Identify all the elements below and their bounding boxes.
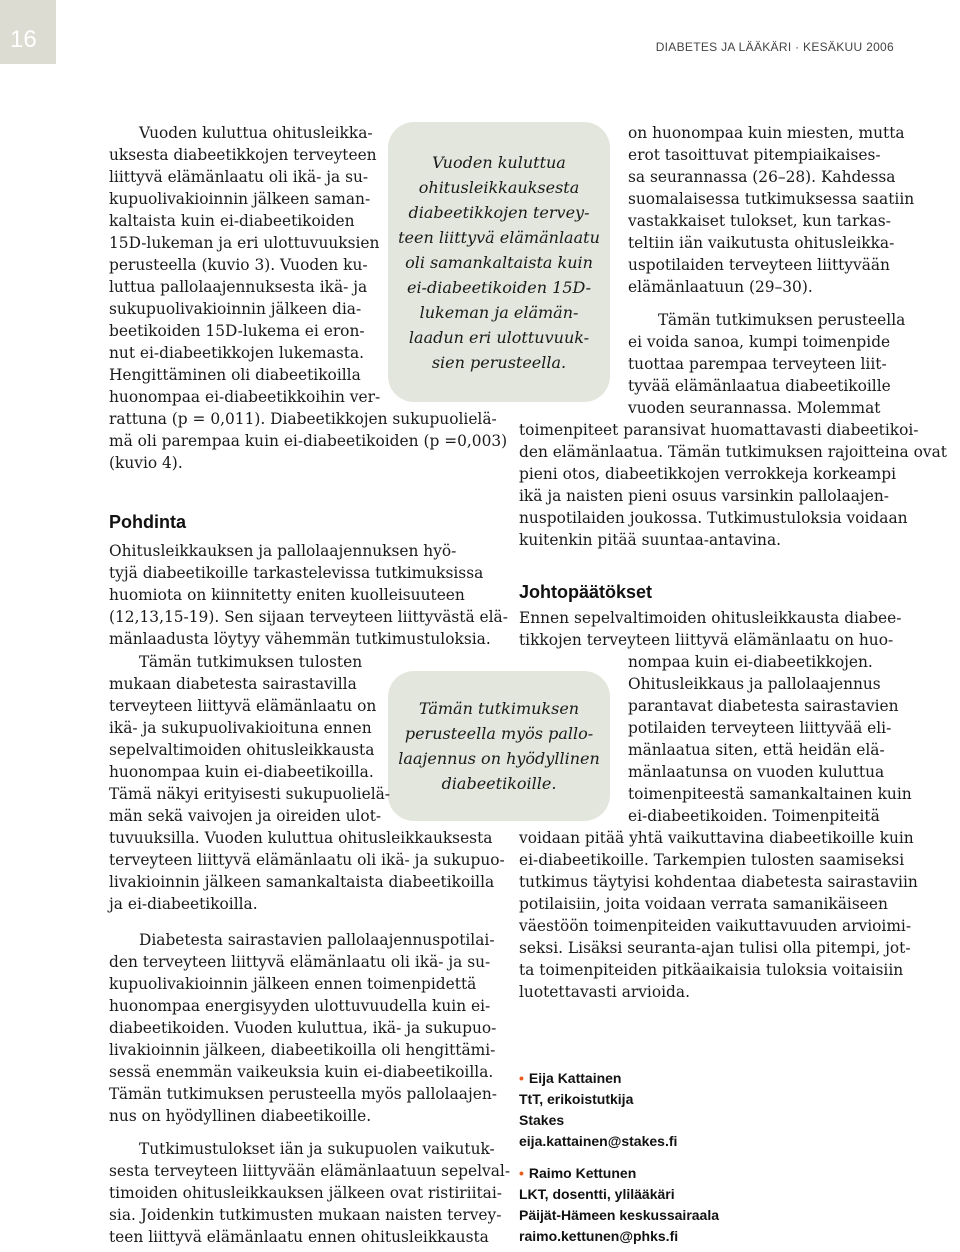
author-org: Stakes [519, 1112, 565, 1128]
pullquote-line: ei-diabeetikoiden 15D- [406, 277, 592, 297]
text-line: Tämä näkyi erityisesti sukupuolielä- [109, 785, 391, 803]
text-line: vuoden seurannassa. Molemmat [628, 399, 881, 417]
author-email[interactable]: raimo.kettunen@phks.fi [519, 1228, 679, 1244]
text-line: luttua pallolaajennuksesta ikä- ja [109, 278, 368, 296]
text-line: sukupuolivakioinnin jälkeen dia- [109, 300, 362, 318]
text-line: uspotilaiden terveyteen liittyvään [628, 256, 890, 274]
pullquote-line: perusteella myös pallo- [404, 724, 594, 743]
text-line: Hengittäminen oli diabeetikoilla [109, 366, 361, 384]
running-header: DIABETES JA LÄÄKÄRI · KESÄKUU 2006 [655, 40, 894, 54]
pullquote-line: laadun eri ulottuvuuk- [408, 327, 590, 347]
pullquote-line: Vuoden kuluttua [432, 152, 566, 172]
text-line: timoiden ohitusleikkauksen jälkeen ovat ristiriitai- [109, 1184, 502, 1202]
text-line: Ohitusleikkaus ja pallolaajennus [628, 675, 881, 693]
text-line: liittyvä elämänlaatu oli ikä- ja su- [109, 168, 369, 186]
text-line: män sekä vaivojen ja oireiden ulot- [109, 807, 382, 825]
text-line: sepelvaltimoiden ohitusleikkausta [109, 741, 375, 759]
pullquote-line: diabeetikkojen tervey- [408, 202, 590, 222]
text-line: teen liittyvä elämänlaatu ennen ohitusleikkausta [109, 1228, 489, 1246]
text-line: ikä- ja sukupuolivakioituna ennen [109, 719, 372, 737]
text-line: Tämän tutkimuksen perusteella myös pallolaajen- [109, 1085, 497, 1103]
pullquote-line: Tämän tutkimuksen [418, 699, 580, 718]
text-line: Tutkimustulokset iän ja sukupuolen vaikutuk- [139, 1140, 495, 1158]
text-line: 15D-lukeman ja eri ulottuvuuksien [109, 234, 380, 252]
text-line: livakioinnin jälkeen, diabeetikoilla oli hengittämi- [109, 1041, 496, 1059]
text-line: ei-diabeetikoille. Tarkempien tulosten saamiseksi [519, 851, 905, 869]
text-line: uksesta diabeetikkojen terveyteen [109, 146, 377, 164]
text-line: sesta terveyteen liittyvään elämänlaatuun sepelval- [109, 1162, 511, 1180]
text-line: potilaiden terveyteen liittyvää eli- [628, 719, 892, 737]
text-line: Tämän tutkimuksen tulosten [139, 653, 363, 671]
text-line: luotettavasti arvioida. [519, 983, 690, 1001]
text-line: perusteella (kuvio 3). Vuoden ku- [109, 256, 368, 274]
text-line: potilaisiin, joita voidaan verrata samanikäiseen [519, 895, 888, 913]
text-line: nompaa kuin ei-diabeetikkojen. [628, 653, 873, 671]
text-line: huonompaa ei-diabeetikkoihin ver- [109, 388, 381, 406]
author-org: Päijät-Hämeen keskussairaala [519, 1207, 720, 1223]
pullquote-line: ohitusleikkauksesta [418, 177, 580, 197]
text-line: huonompaa energisyyden ulottuvuudella kuin ei- [109, 997, 491, 1015]
text-line: kaltaista kuin ei-diabeetikoiden [109, 212, 355, 230]
text-line: Ohitusleikkauksen ja pallolaajennuksen hyö- [109, 542, 457, 560]
text-line: beetikoiden 15D-lukema ei eron- [109, 322, 365, 340]
author-title: TtT, erikoistutkija [519, 1091, 634, 1107]
author-name: Raimo Kettunen [528, 1165, 637, 1181]
text-line: huonompaa kuin ei-diabeetikoilla. [109, 763, 374, 781]
text-line: Tämän tutkimuksen perusteella [658, 311, 906, 329]
text-line: tuvuuksilla. Vuoden kuluttua ohitusleikkauksesta [109, 829, 493, 847]
text-line: kuitenkin pitää suuntaa-antavina. [519, 531, 782, 549]
text-line: mukaan diabetesta sairastavilla [109, 675, 357, 693]
section-heading-johtopaatokset: Johtopäätökset [519, 582, 653, 602]
text-line: toimenpiteet paransivat huomattavasti diabeetikoi- [519, 421, 919, 439]
page-number: 16 [10, 26, 37, 53]
text-line: nus on hyödyllinen diabeetikoille. [109, 1107, 372, 1125]
text-line: sessä enemmän vaikeuksia kuin ei-diabeetikoilla. [109, 1063, 494, 1081]
text-line: mä oli parempaa kuin ei-diabeetikoiden (p =0,003) [109, 432, 508, 450]
text-line: Diabetesta sairastavien pallolaajennuspotilai- [139, 931, 495, 949]
pullquote-line: teen liittyvä elämänlaatu [398, 227, 600, 247]
author-name: Eija Kattainen [528, 1070, 622, 1086]
text-line: mänlaadusta löytyy vähemmän tutkimustuloksia. [109, 630, 491, 648]
page-number-box [0, 0, 56, 64]
text-line: tikkojen terveyteen liittyvä elämänlaatu on huo- [519, 631, 894, 649]
text-line: kupuolivakioinnin jälkeen saman- [109, 190, 371, 208]
text-line: nut ei-diabeetikkojen lukemasta. [109, 344, 365, 362]
text-line: tyjä diabeetikoille tarkastelevissa tutkimuksissa [109, 564, 484, 582]
text-line: sia. Joidenkin tutkimusten mukaan naisten tervey- [109, 1206, 502, 1224]
text-line: ja ei-diabeetikoilla. [109, 895, 258, 913]
text-line: vastakkaiset tulokset, kun tarkas- [628, 212, 891, 230]
text-line: mänlaatua siten, että heidän elä- [628, 741, 885, 759]
text-line: ei voida sanoa, kumpi toimenpide [628, 333, 891, 351]
text-line: sa seurannassa (26–28). Kahdessa [628, 168, 896, 186]
text-line: parantavat diabetesta sairastavien [628, 697, 899, 715]
text-line: den terveyteen liittyvä elämänlaatu oli ikä- ja su- [109, 953, 491, 971]
text-line: elämänlaatuun (29–30). [628, 278, 813, 296]
text-line: Vuoden kuluttua ohitusleikka- [139, 124, 373, 142]
text-line: teltiin iän vaikutusta ohitusleikka- [628, 234, 895, 252]
pullquote-line: laajennus on hyödyllinen [398, 749, 600, 768]
pullquote-line: lukeman ja elämän- [419, 302, 579, 322]
text-line: livakioinnin jälkeen samankaltaista diabeetikoilla [109, 873, 495, 891]
pullquote-line: sien perusteella. [431, 352, 567, 372]
text-line: mänlaatunsa on vuoden kuluttua [628, 763, 885, 781]
text-line: tuottaa parempaa terveyteen liit- [628, 355, 887, 373]
author-title: LKT, dosentti, ylilääkäri [519, 1186, 675, 1202]
text-line: terveyteen liittyvä elämänlaatu oli ikä- ja sukupuo- [109, 851, 505, 869]
text-line: tutkimus täytyisi kohdentaa diabetesta sairastaviin [519, 873, 918, 891]
text-line: (kuvio 4). [109, 454, 183, 472]
text-line: nuspotilaiden joukossa. Tutkimustuloksia voidaan [519, 509, 908, 527]
text-line: on huonompaa kuin miesten, mutta [628, 124, 905, 142]
text-line: väestöön toimenpiteiden vaikuttavuuden arvioimi- [519, 917, 912, 935]
text-line: suomalaisessa tutkimuksessa saatiin [628, 190, 915, 208]
text-line: kupuolivakioinnin jälkeen ennen toimenpidettä [109, 975, 477, 993]
section-heading-pohdinta: Pohdinta [109, 512, 186, 532]
pullquote-line: diabeetikoille. [441, 774, 557, 793]
text-line: diabeetikoiden. Vuoden kuluttua, ikä- ja sukupuo- [109, 1019, 497, 1037]
text-line: ta toimenpiteiden pitkäaikaisia tuloksia voitaisiin [519, 961, 904, 979]
pullquote-line: oli samankaltaista kuin [405, 252, 593, 272]
text-line: rattuna (p = 0,011). Diabeetikkojen sukupuolielä- [109, 410, 497, 428]
text-line: seksi. Lisäksi seuranta-ajan tulisi olla pitempi, jot- [519, 939, 911, 957]
text-line: toimenpiteestä samankaltainen kuin [628, 785, 912, 803]
text-line: huomiota on kiinnitetty eniten kuolleisuuteen [109, 586, 465, 604]
text-line: pieni otos, diabeetikkojen verrokkeja korkeampi [519, 465, 897, 483]
text-line: ei-diabeetikoiden. Toimenpiteitä [628, 807, 880, 825]
text-line: tyvää elämänlaatua diabeetikoille [628, 377, 891, 395]
text-line: voidaan pitää yhtä vaikuttavina diabeetikoille kuin [519, 829, 914, 847]
text-line: (12,13,15-19). Sen sijaan terveyteen liittyvästä elä- [109, 608, 508, 626]
text-line: Ennen sepelvaltimoiden ohitusleikkausta diabee- [519, 609, 902, 627]
text-line: ikä ja naisten pieni osuus varsinkin pallolaajen- [519, 487, 889, 505]
text-line: terveyteen liittyvä elämänlaatu on [109, 697, 377, 715]
text-line: den elämänlaatua. Tämän tutkimuksen rajoitteina ovat [519, 443, 947, 461]
author-email[interactable]: eija.kattainen@stakes.fi [519, 1133, 678, 1149]
text-line: erot tasoittuvat pitempiaikaises- [628, 146, 881, 164]
